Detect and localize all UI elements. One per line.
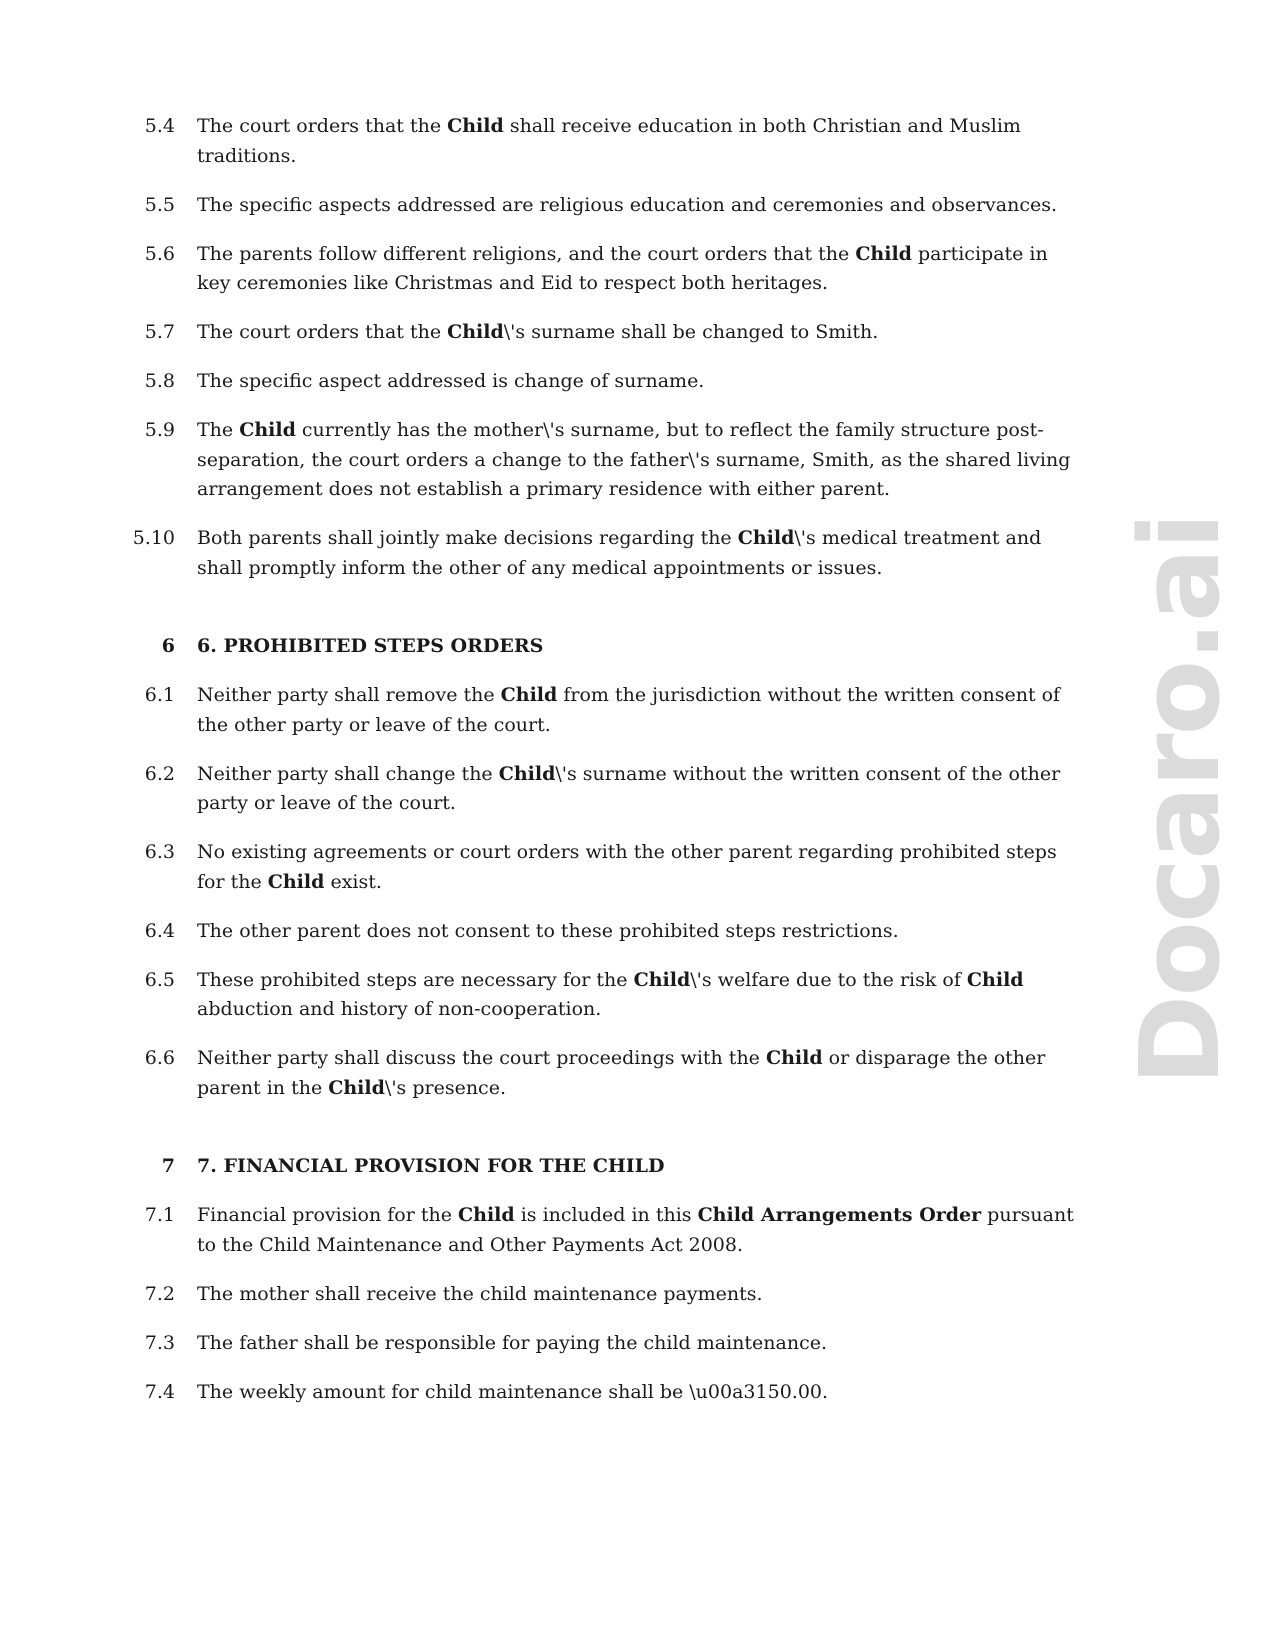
clause	[0, 966, 1275, 1025]
text-run: Neither party shall remove the	[197, 684, 501, 706]
clause-number: 6.3	[144, 841, 175, 863]
clause-number: 6.4	[144, 919, 175, 942]
text-run: 7. FINANCIAL PROVISION FOR THE CHILD	[197, 1155, 665, 1177]
clause-text	[197, 1329, 1077, 1359]
clause-text	[197, 240, 1077, 299]
clause	[0, 367, 1275, 397]
text-run: abduction and history of non-cooperation.	[197, 998, 602, 1020]
text-run: These prohibited steps are necessary for the	[197, 968, 634, 991]
clause-text	[197, 191, 1077, 221]
watermark: Docaro.ai	[1116, 514, 1244, 1086]
clause-text	[197, 1378, 1077, 1408]
clause-number: 5.8	[144, 370, 175, 392]
text-run: from the jurisdiction without the written consent of the other party or leave of the court.	[197, 684, 1061, 736]
clause-text	[197, 966, 1077, 1025]
text-run: The specific aspects addressed are religious education and ceremonies and observances.	[197, 193, 1058, 216]
clause	[0, 917, 1275, 947]
clause	[0, 1378, 1275, 1408]
text-run: The other parent does not consent to these prohibited steps restrictions.	[197, 919, 899, 942]
defined-term: Child	[328, 1076, 385, 1099]
text-run: \'s medical treatment and shall promptly inform the other of any medical appointments or issues.	[197, 527, 1042, 579]
clause-text	[197, 1280, 1077, 1310]
clause-text	[197, 112, 1077, 171]
text-run: \'s welfare due to the risk of	[690, 968, 967, 991]
defined-term: Child	[447, 115, 504, 137]
clause	[0, 760, 1275, 819]
text-run: is included in this	[514, 1204, 698, 1226]
defined-term: Child	[765, 1047, 823, 1069]
clause-text	[197, 367, 1077, 397]
text-run: \'s surname shall be changed to Smith.	[503, 321, 879, 343]
clause-text	[197, 917, 1077, 947]
defined-term: Child	[498, 762, 556, 785]
text-run: The parents follow different religions, and the court orders that the	[197, 242, 856, 265]
clause-number: 6.5	[144, 968, 175, 991]
clause	[0, 416, 1275, 505]
defined-term: Child	[239, 419, 296, 441]
text-run: exist.	[324, 870, 382, 893]
text-run: participate in key ceremonies like Christmas and Eid to respect both heritages.	[197, 242, 1048, 294]
clause	[0, 318, 1275, 348]
clause-number: 5.9	[144, 419, 175, 441]
clause-text	[197, 1201, 1077, 1260]
text-run: The weekly amount for child maintenance shall be \u00a3150.00.	[197, 1380, 829, 1403]
clause-number: 5.5	[144, 193, 175, 216]
defined-term: Child	[737, 527, 795, 549]
defined-term: Child	[633, 968, 691, 991]
clause-number: 7.3	[144, 1331, 175, 1354]
clause-text	[197, 1044, 1077, 1103]
defined-term: Child	[267, 870, 325, 893]
clause	[0, 1201, 1275, 1260]
text-run: Both parents shall jointly make decisions regarding the	[197, 527, 738, 549]
clause	[0, 1329, 1275, 1359]
clause-number: 6.1	[144, 684, 175, 706]
text-run: The court orders that the	[197, 115, 448, 137]
text-run: The specific aspect addressed is change of surname.	[197, 370, 705, 392]
text-run: pursuant to the Child Maintenance and Other Payments Act 2008.	[197, 1204, 1074, 1256]
defined-term: Child	[447, 321, 504, 343]
clause-text	[197, 524, 1077, 583]
clause	[0, 1044, 1275, 1103]
text-run: shall receive education in both Christian and Muslim traditions.	[197, 115, 1021, 167]
heading-text	[197, 632, 1077, 662]
text-run: Financial provision for the	[197, 1204, 459, 1226]
section-heading	[0, 1152, 1275, 1182]
clause-number: 5.7	[144, 321, 175, 343]
clause-text	[197, 838, 1077, 897]
clause-text	[197, 416, 1077, 505]
defined-term: Child	[458, 1204, 515, 1226]
clause-number: 7.2	[144, 1282, 175, 1305]
text-run: \'s surname without the written consent of the other party or leave of the court.	[197, 762, 1061, 814]
clause-number: 5.10	[132, 527, 175, 549]
defined-term: Child Arrangements Order	[697, 1204, 982, 1226]
text-run: No existing agreements or court orders with the other parent regarding prohibited steps for the	[197, 841, 1057, 893]
clause	[0, 112, 1275, 171]
clause-text	[197, 760, 1077, 819]
clause-number: 7.4	[144, 1380, 175, 1403]
text-run: 6. PROHIBITED STEPS ORDERS	[197, 635, 544, 657]
clause-number: 7	[161, 1155, 175, 1177]
text-run: The father shall be responsible for paying the child maintenance.	[197, 1331, 827, 1354]
text-run: currently has the mother\'s surname, but to reflect the family structure post-separation, the court orders a change to the father\'s surname, Smith, as the shared living arrangement does not establish a primary residence with either parent.	[197, 419, 1071, 500]
clause-number: 6.6	[144, 1047, 175, 1069]
text-run: The court orders that the	[197, 321, 448, 343]
text-run: or disparage the other parent in the	[197, 1047, 1046, 1099]
defined-term: Child	[500, 684, 558, 706]
clause-number: 5.4	[144, 115, 175, 137]
section-heading	[0, 632, 1275, 662]
heading-text	[197, 1152, 1077, 1182]
clause-number: 5.6	[144, 242, 175, 265]
clause	[0, 240, 1275, 299]
clause-text	[197, 681, 1077, 740]
text-run: The	[197, 419, 240, 441]
clause	[0, 191, 1275, 221]
text-run: The mother shall receive the child maintenance payments.	[197, 1282, 763, 1305]
clause-number: 6.2	[144, 762, 175, 785]
text-run: Neither party shall discuss the court proceedings with the	[197, 1047, 766, 1069]
text-run: \'s presence.	[384, 1076, 506, 1099]
document-body	[0, 112, 1275, 1427]
clause	[0, 1280, 1275, 1310]
clause-number: 7.1	[144, 1204, 175, 1226]
clause-number: 6	[161, 635, 175, 657]
text-run: Neither party shall change the	[197, 762, 499, 785]
clause	[0, 681, 1275, 740]
clause	[0, 838, 1275, 897]
defined-term: Child	[855, 242, 912, 265]
clause	[0, 524, 1275, 583]
clause-text	[197, 318, 1077, 348]
defined-term: Child	[966, 968, 1024, 991]
